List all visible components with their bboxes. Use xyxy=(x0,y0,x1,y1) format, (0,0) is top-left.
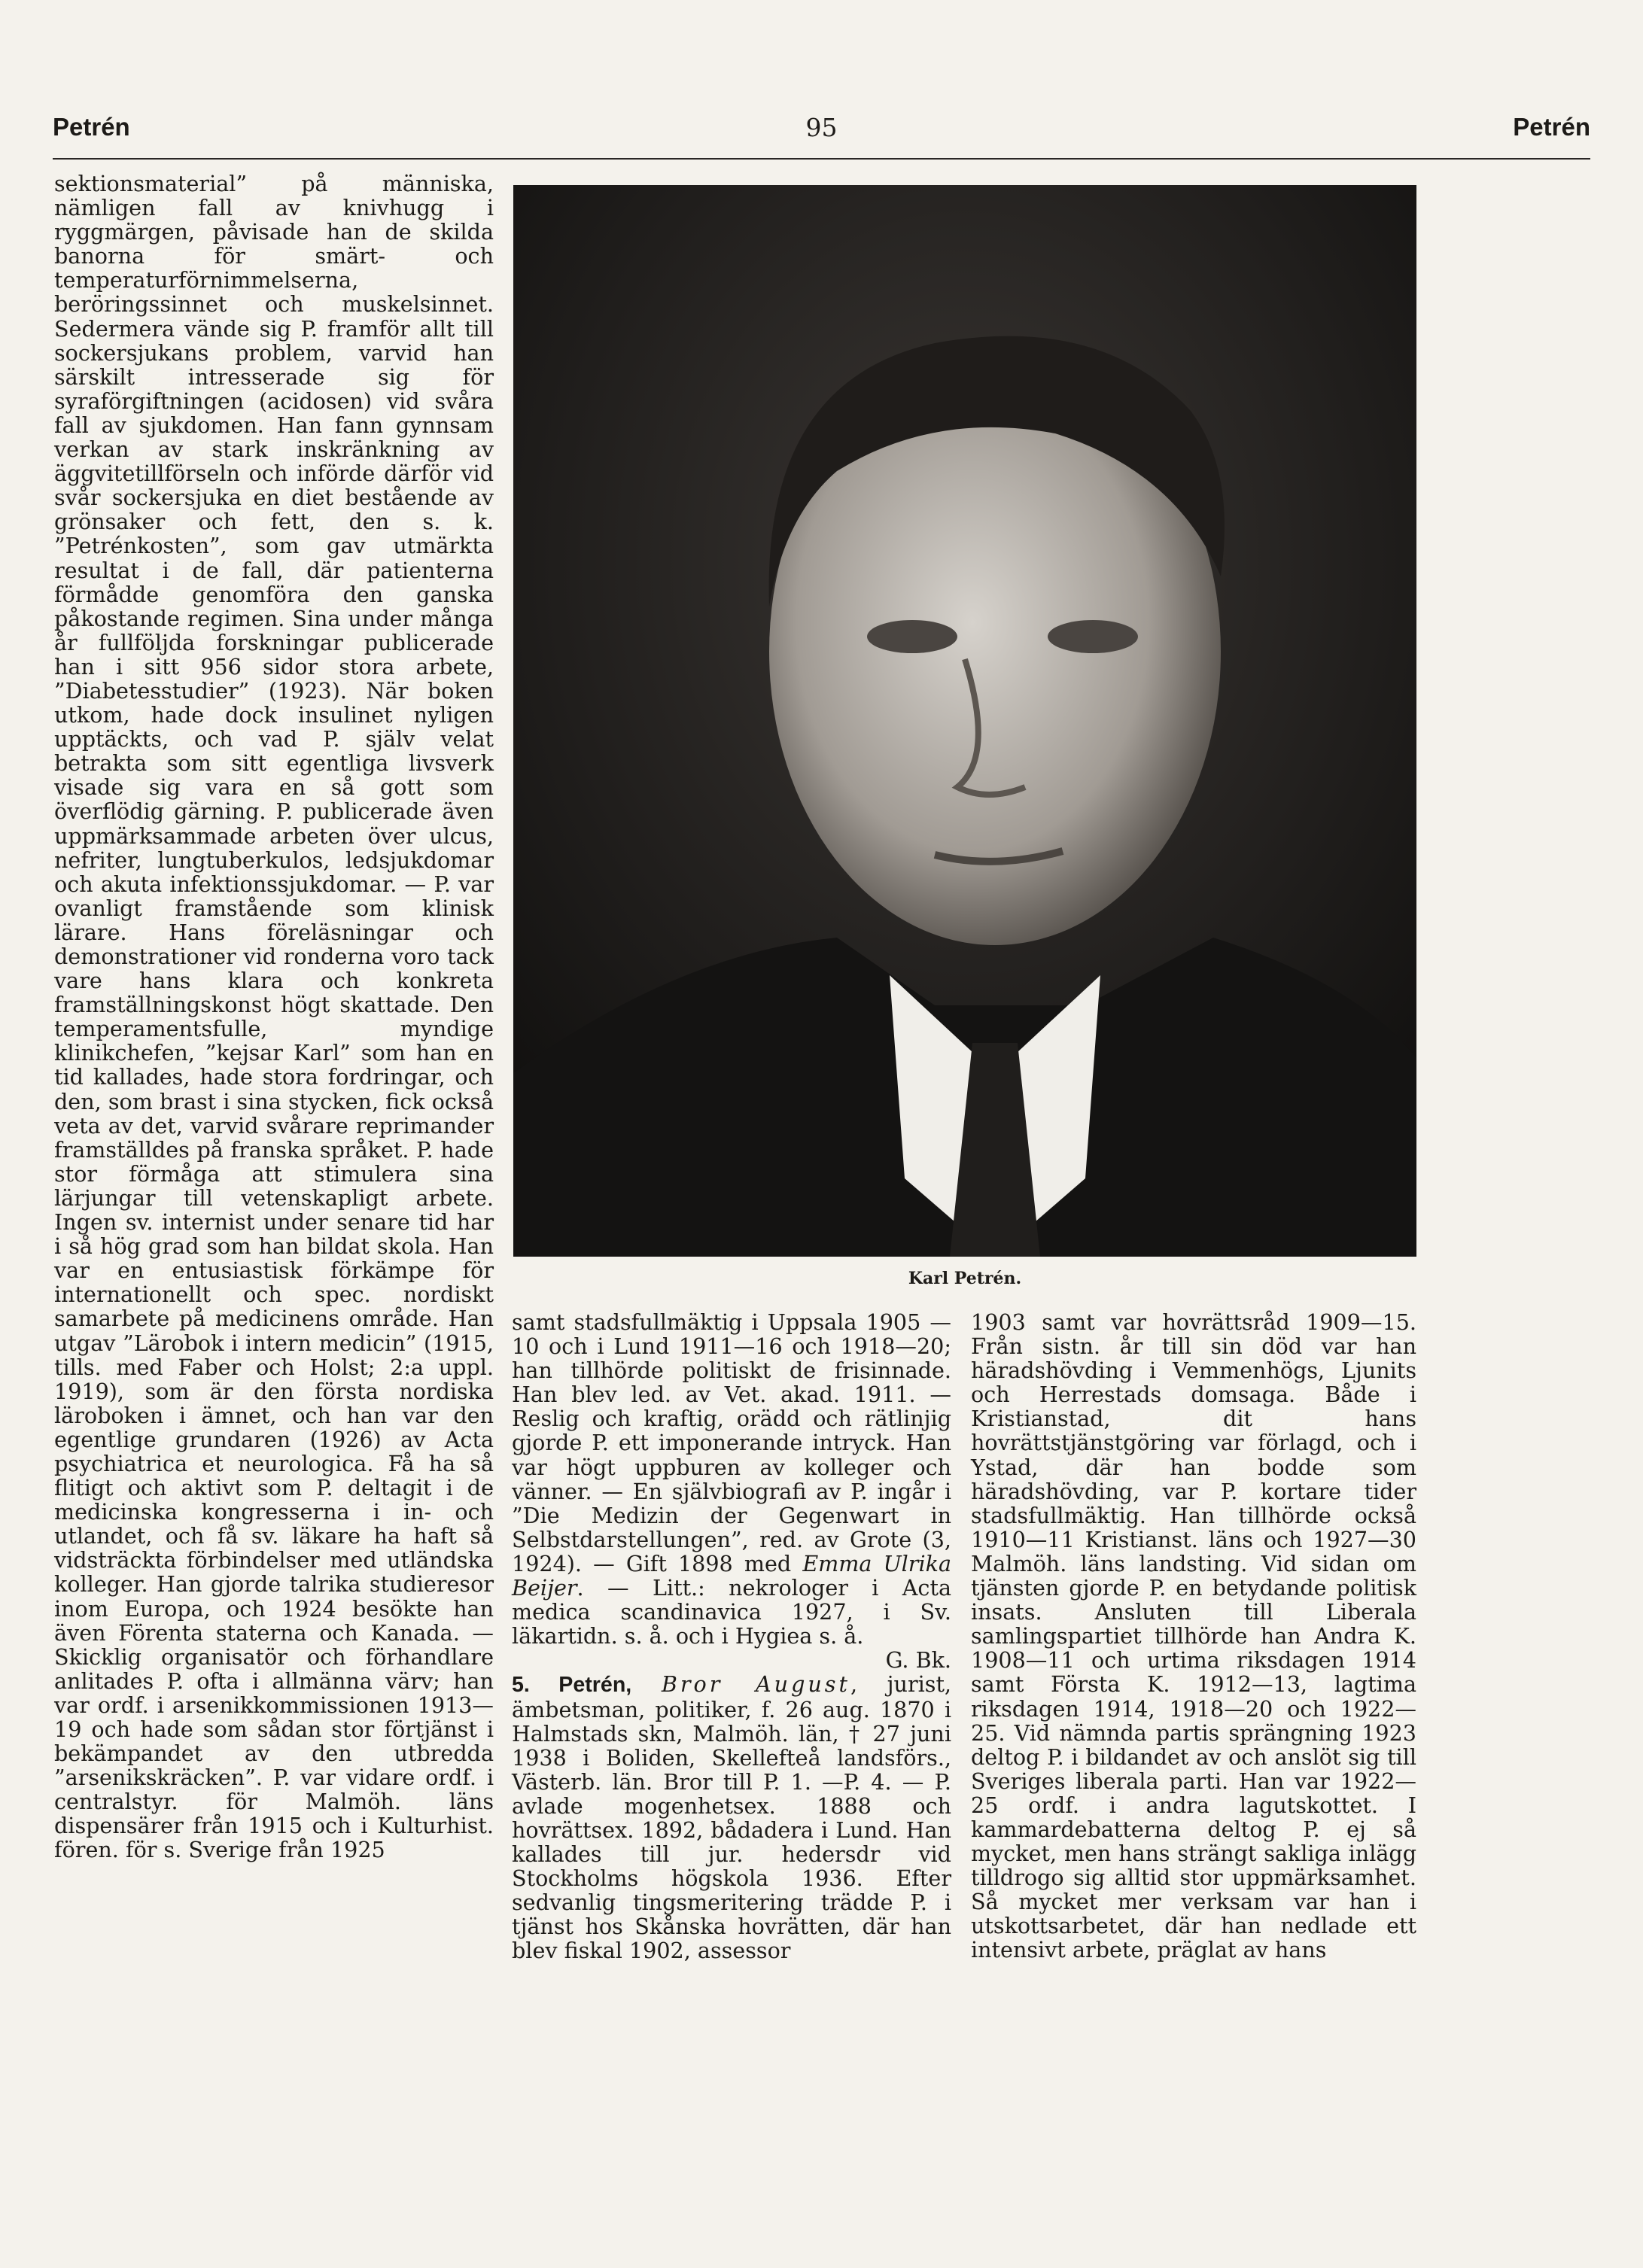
entry-5-text: , jurist, ämbetsman, politiker, f. 26 aug. 1870 i Halmstads skn, Malmöh. län, † 27 juni 1938 i Boliden, Skellefteå landsförs., Västerb. län. Bror till P. 1. —P. 4. — P. avlade mogenhetsex. 1888 och hovrättsex. 1892, bådadera i Lund. Han kallades till jur. hedersdr vid Stockholms högskola 1936. Efter sedvanlig tingsmeritering trädde P. i tjänst hos Skånska hovrätten, där han blev fiskal 1902, assessor xyxy=(512,1671,952,1964)
portrait-image xyxy=(513,185,1416,1257)
portrait-photo xyxy=(513,185,1416,1257)
column-2 xyxy=(512,1310,951,1963)
column-1 xyxy=(54,172,494,1862)
page-number: 95 xyxy=(805,113,838,142)
column-2-paragraph-1 xyxy=(512,1310,951,1648)
entry-5 xyxy=(512,1672,951,1962)
author-signature: G. Bk. xyxy=(885,1647,951,1674)
column-3-text: 1903 samt var hovrättsråd 1909—15. Från sistn. år till sin död var han häradshövding i Vemmenhögs, Ljunits och Herrestads domsaga. Både i Kristianstad, dit hans hovrättstjänstgöring var förlagd, och i Ystad, där han bodde som häradshövding, var P. kortare tider stadsfullmäktig. Han tillhörde också 1910—11 Kristianst. läns och 1927—30 Malmöh. läns landsting. Vid sidan om tjänsten gjorde P. en betydande politisk insats. Ansluten till Liberala samlingspartiet tillhörde han Andra K. 1908—11 och urtima riksdagen 1914 samt Första K. 1912—13, lagtima riksdagen 1914, 1918—20 och 1922—25. Vid nämnda partis sprängning 1923 deltog P. i bildandet av och anslöt sig till Sveriges liberala parti. Han var 1922—25 ordf. i andra lagutskottet. I kammardebatterna deltog P. ej så mycket, men hans strängt sakliga inlägg tilldrogo sig alltid stor uppmärksamhet. Så mycket mer verksam var han i utskottsarbetet, där han nedlade ett intensivt arbete, präglat av hans xyxy=(971,1309,1416,1963)
column-1-text: sektionsmaterial” på människa, nämligen fall av knivhugg i ryggmärgen, påvisade han de skilda banorna för smärt- och temperaturförnimmelserna, beröringssinnet och muskelsinnet. Sedermera vände sig P. framför allt till sockersjukans problem, varvid han särskilt intresserade sig för syraförgiftningen (acidosen) vid svåra fall av sjukdomen. Han fann gynnsam verkan av stark inskränkning av äggvitetillförseln och införde därför vid svår sockersjuka en diet bestående av grönsaker och fett, den s. k. ”Petrénkosten”, som gav utmärkta resultat i de fall, där patienterna förmådde genomföra den ganska påkostande regimen. Sina under många år fullföljda forskningar publicerade han i sitt 956 sidor stora arbete, ”Diabetesstudier” (1923). När boken utkom, hade dock insulinet nyligen upptäckts, och vad P. själv velat betrakta som sitt egentliga livsverk visade sig vara en så gott som överflödig gärning. P. publicerade även uppmärksammade arbeten över ulcus, nefriter, lungtuberkulos, ledsjukdomar och akuta infektionssjukdomar. — P. var ovanligt framstående som klinisk lärare. Hans föreläsningar och demonstrationer vid ronderna voro tack vare hans klara och konkreta framställningskonst högt skattade. Den temperamentsfulle, myndige klinikchefen, ”kejsar Karl” som han en tid kallades, hade stora fordringar, och den, som brast i sina stycken, fick också veta av det, varvid svårare reprimander framställdes på franska språket. P. hade stor förmåga att stimulera sina lärjungar till vetenskapligt arbete. Ingen sv. internist under senare tid har i så hög grad som han bildat skola. Han var en entusiastisk förkämpe för internationellt och spec. nordiskt samarbete på medicinens område. Han utgav ”Lärobok i intern medicin” (1915, tills. med Faber och Holst; 2:a uppl. 1919), som är den första nordiska läroboken i ämnet, och han var den egentlige grundaren (1926) av Acta psychiatrica et neurologica. Få ha så flitigt och aktivt som P. deltagit i de medicinska kongresserna i in- och utlandet, och få sv. läkare ha haft så vidsträckta förbindelser med utländska kolleger. Han gjorde talrika studieresor inom Europa, och 1924 besökte han även Förenta staterna och Kanada. — Skicklig organisatör och förhandlare anlitades P. ofta i allmänna värv; han var ordf. i arsenikkommissionen 1913—19 och hade som sådan stor förtjänst i bekämpandet av den utbredda ”arsenikskräcken”. P. var vidare ordf. i centralstyr. för Malmöh. läns dispensärer från 1915 och i Kulturhist. fören. för s. Sverige från 1925 xyxy=(54,171,494,1863)
running-head-left: Petrén xyxy=(53,113,130,141)
spouse-name: Emma Ulrika Beijer xyxy=(512,1550,951,1601)
photo-caption: Karl Petrén. xyxy=(908,1269,1022,1288)
column-2-text-b: . — Litt.: nekrologer i Acta medica scandinavica 1927, i Sv. läkartidn. s. å. och i Hygiea s. å. xyxy=(512,1575,951,1649)
column-3 xyxy=(971,1310,1416,1962)
column-2-text-a: samt stadsfullmäktig i Uppsala 1905 —10 och i Lund 1911—16 och 1918—20; han tillhörde politiskt de frisinnade. Han blev led. av Vet. akad. 1911. — Reslig och kraftig, orädd och rätlinjig gjorde P. ett imponerande intryck. Han var högt uppburen av kolleger och vänner. — En självbiografi av P. ingår i ”Die Medizin der Gegenwart in Selbstdarstellungen”, red. av Grote (3, 1924). — Gift 1898 med xyxy=(512,1309,951,1576)
entry-5-given-names: Bror August xyxy=(661,1671,850,1698)
header-rule xyxy=(53,158,1590,160)
entry-5-heading: 5. Petrén, xyxy=(512,1673,632,1698)
running-head-right: Petrén xyxy=(1513,113,1590,141)
